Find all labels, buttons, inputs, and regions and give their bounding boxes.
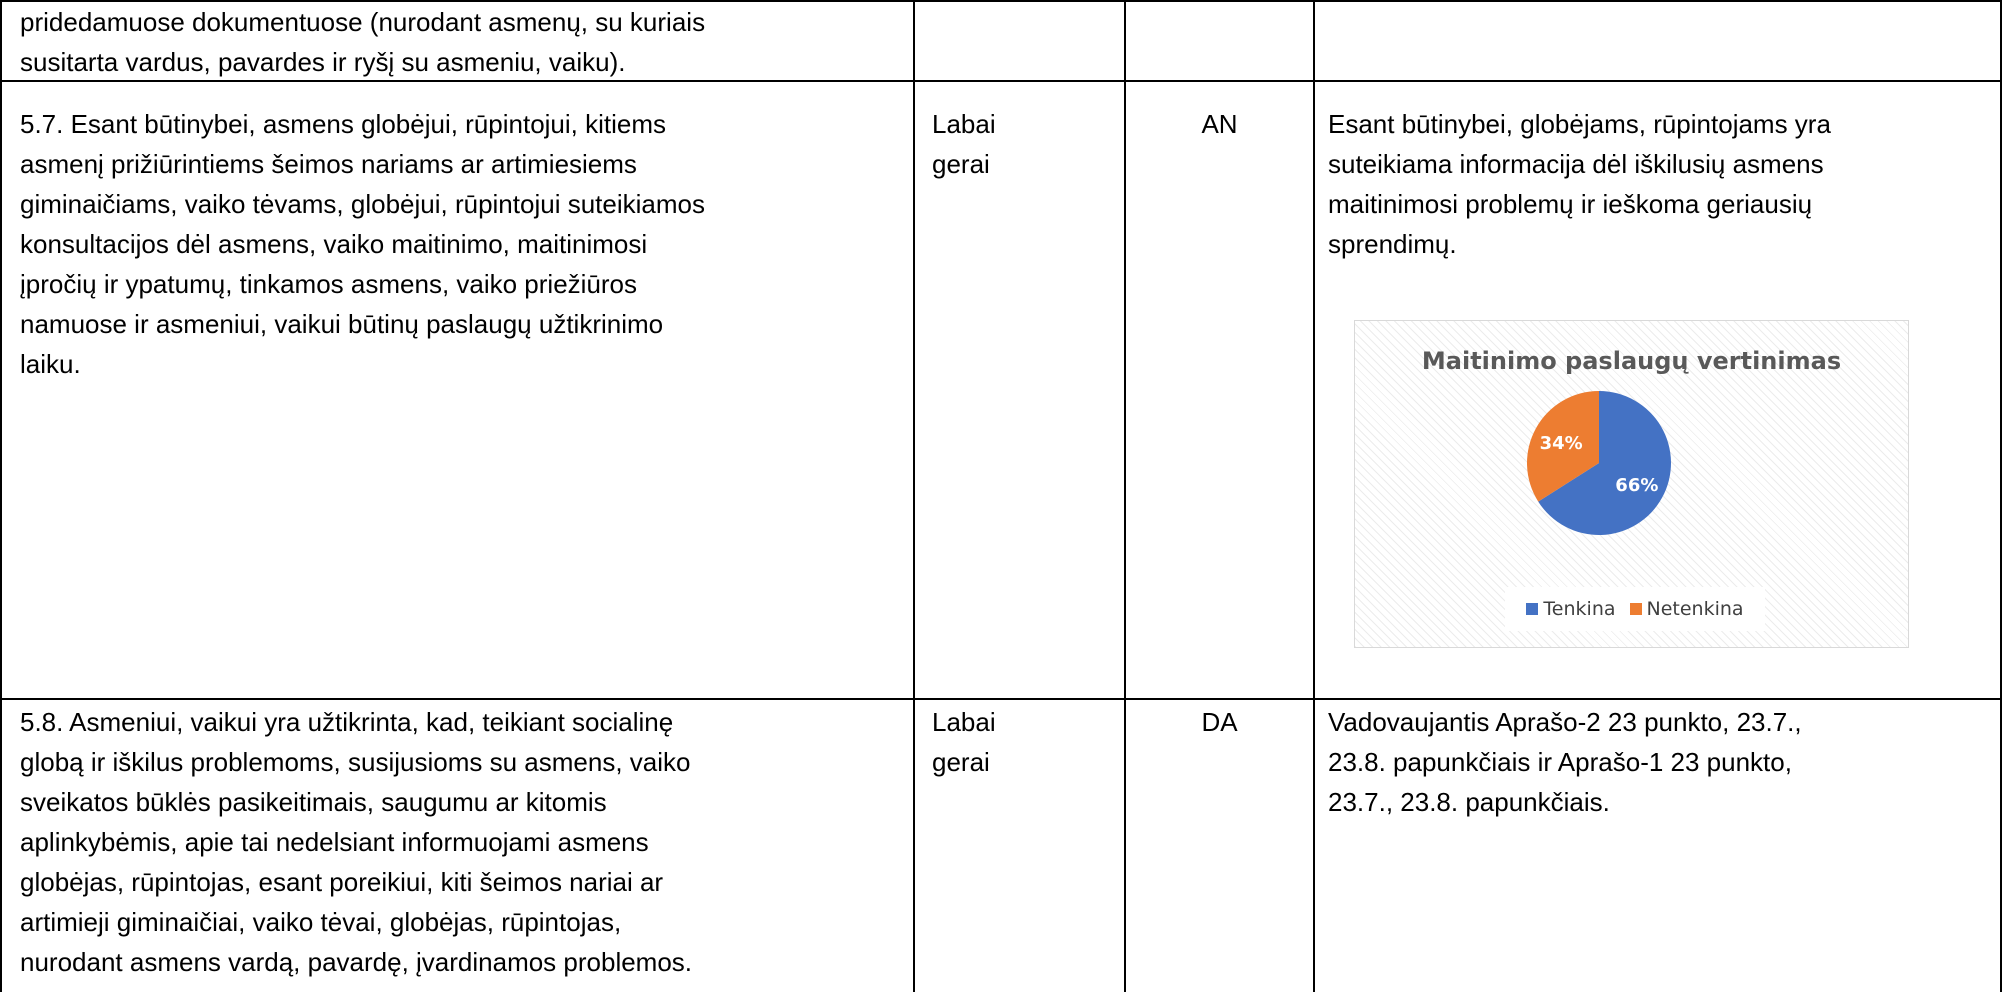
- chart-title: Maitinimo paslaugų vertinimas: [1421, 347, 1842, 375]
- legend-label: Netenkina: [1646, 598, 1744, 620]
- text-line: pridedamuose dokumentuose (nurodant asmenų, su kuriais: [20, 7, 706, 37]
- text-line: asmenį prižiūrintiems šeimos nariams ar artimiesiems: [20, 149, 637, 179]
- comment-text-row1: [1328, 104, 1831, 264]
- legend-item-tenkina: [1526, 598, 1615, 620]
- column-divider-1: [913, 0, 915, 992]
- data-label-netenkina: 34%: [1539, 433, 1583, 455]
- text-line: globėjas, rūpintojas, esant poreikiui, kiti šeimos nariai ar: [20, 867, 664, 897]
- text-line: įpročių ir ypatumų, tinkamos asmens, vaiko priežiūros: [20, 269, 638, 299]
- rating-text-row1: [932, 104, 996, 184]
- criterion-text-row1: [20, 104, 705, 384]
- text-line: 23.7., 23.8. papunkčiais.: [1328, 787, 1610, 817]
- code-text-row1: [1126, 104, 1313, 144]
- rating-text-row2: [932, 702, 996, 782]
- text-line: susitarta vardus, pavardes ir ryšį su asmeniu, vaiku).: [20, 47, 626, 77]
- text-line: artimieji giminaičiai, vaiko tėvai, globėjas, rūpintojas,: [20, 907, 622, 937]
- text-line: giminaičiams, vaiko tėvams, globėjui, rūpintojui suteikiamos: [20, 189, 705, 219]
- comment-text-row2: [1328, 702, 1802, 822]
- text-line: nurodant asmens vardą, pavardę, įvardinamos problemos.: [20, 947, 693, 977]
- text-line: globą ir iškilus problemoms, susijusioms su asmens, vaiko: [20, 747, 691, 777]
- table-border-left: [0, 0, 2, 992]
- legend-label: Tenkina: [1543, 598, 1616, 620]
- column-divider-2: [1124, 0, 1126, 992]
- text-line: 5.7. Esant būtinybei, asmens globėjui, rūpintojui, kitiems: [20, 109, 667, 139]
- text-line: sveikatos būklės pasikeitimais, saugumu ar kitomis: [20, 787, 607, 817]
- text-line: Labai: [932, 707, 996, 737]
- data-label-tenkina: 66%: [1615, 474, 1659, 496]
- text-line: AN: [1201, 109, 1238, 139]
- legend-swatch-netenkina: [1630, 603, 1642, 615]
- pie-chart: [1354, 320, 1909, 648]
- text-line: gerai: [932, 149, 990, 179]
- text-line: konsultacijos dėl asmens, vaiko maitinimo, maitinimosi: [20, 229, 648, 259]
- legend-item-netenkina: [1630, 598, 1744, 620]
- text-line: Vadovaujantis Aprašo-2 23 punkto, 23.7.,: [1328, 707, 1802, 737]
- chart-legend: [1505, 587, 1765, 631]
- criterion-text-row2: [20, 702, 692, 982]
- text-line: maitinimosi problemų ir ieškoma geriausių: [1328, 189, 1813, 219]
- text-line: DA: [1201, 707, 1238, 737]
- row-divider-2: [0, 698, 2002, 700]
- text-line: 5.8. Asmeniui, vaikui yra užtikrinta, kad, teikiant socialinę: [20, 707, 674, 737]
- text-line: suteikiama informacija dėl iškilusių asmens: [1328, 149, 1824, 179]
- column-divider-3: [1313, 0, 1315, 992]
- text-line: gerai: [932, 747, 990, 777]
- text-line: 23.8. papunkčiais ir Aprašo-1 23 punkto,: [1328, 747, 1792, 777]
- legend-swatch-tenkina: [1526, 603, 1538, 615]
- text-line: laiku.: [20, 349, 81, 379]
- text-line: aplinkybėmis, apie tai nedelsiant informuojami asmens: [20, 827, 649, 857]
- text-line: namuose ir asmeniui, vaikui būtinų paslaugų užtikrinimo: [20, 309, 664, 339]
- criterion-text-row0: [20, 2, 705, 82]
- text-line: Esant būtinybei, globėjams, rūpintojams yra: [1328, 109, 1831, 139]
- text-line: sprendimų.: [1328, 229, 1457, 259]
- text-line: Labai: [932, 109, 996, 139]
- code-text-row2: [1126, 702, 1313, 742]
